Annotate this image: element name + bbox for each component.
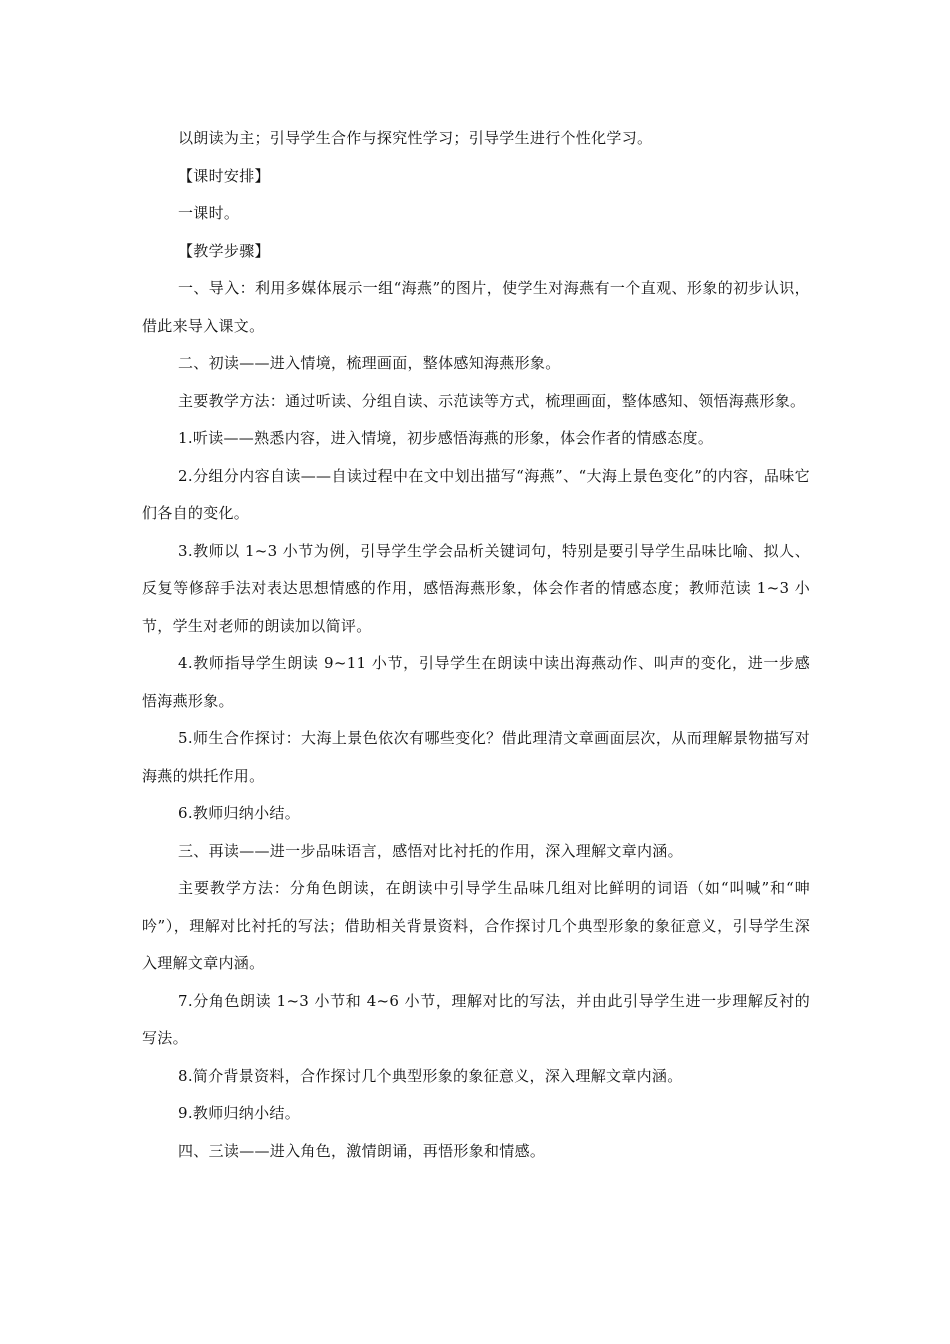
paragraph: 一课时。	[178, 204, 240, 222]
paragraph: 二、初读——进入情境，梳理画面，整体感知海燕形象。	[178, 354, 561, 372]
paragraph: 三、再读——进一步品味语言，感悟对比衬托的作用，深入理解文章内涵。	[178, 841, 683, 860]
paragraph: 一、导入：利用多媒体展示一组“海燕”的图片，使学生对海燕有一个直观、形象的初步认识，借此来导入课文。	[142, 279, 810, 335]
list-item: 7.分角色朗读 1~3 小节和 4~6 小节，理解对比的写法，并由此引导学生进一步理解反衬的写法。	[142, 991, 810, 1047]
list-item: 3.教师以 1~3 小节为例，引导学生学会品析关键词句，特别是要引导学生品味比喻、拟人、反复等修辞手法对表达思想情感的作用，感悟海燕形象，体会作者的情感态度；教师范读 1~3 小节，学生对老师的朗读加以简评。	[142, 541, 810, 635]
list-item: 2.分组分内容自读——自读过程中在文中划出描写“海燕”、“大海上景色变化”的内容，品味它们各自的变化。	[142, 466, 810, 522]
paragraph: 四、三读——进入角色，激情朗诵，再悟形象和情感。	[178, 1141, 546, 1160]
paragraph: 主要教学方法：分角色朗读，在朗读中引导学生品味几组对比鲜明的词语（如“叫喊”和“呻吟”），理解对比衬托的写法；借助相关背景资料，合作探讨几个典型形象的象征意义，引导学生深入理解文章内涵。	[142, 879, 810, 972]
list-item: 9.教师归纳小结。	[178, 1104, 301, 1122]
section-heading: 【课时安排】	[178, 166, 270, 185]
list-item: 5.师生合作探讨：大海上景色依次有哪些变化？借此理清文章画面层次，从而理解景物描写对海燕的烘托作用。	[142, 729, 810, 785]
list-item: 1.听读——熟悉内容，进入情境，初步感悟海燕的形象，体会作者的情感态度。	[178, 429, 714, 447]
paragraph: 以朗读为主；引导学生合作与探究性学习；引导学生进行个性化学习。	[178, 129, 653, 147]
document-body	[142, 120, 810, 1170]
list-item: 8.简介背景资料，合作探讨几个典型形象的象征意义，深入理解文章内涵。	[178, 1066, 683, 1085]
list-item: 6.教师归纳小结。	[178, 804, 301, 822]
list-item: 4.教师指导学生朗读 9~11 小节，引导学生在朗读中读出海燕动作、叫声的变化，进一步感悟海燕形象。	[142, 654, 810, 710]
section-heading: 【教学步骤】	[178, 241, 270, 260]
paragraph: 主要教学方法：通过听读、分组自读、示范读等方式，梳理画面，整体感知、领悟海燕形象。	[178, 391, 806, 410]
